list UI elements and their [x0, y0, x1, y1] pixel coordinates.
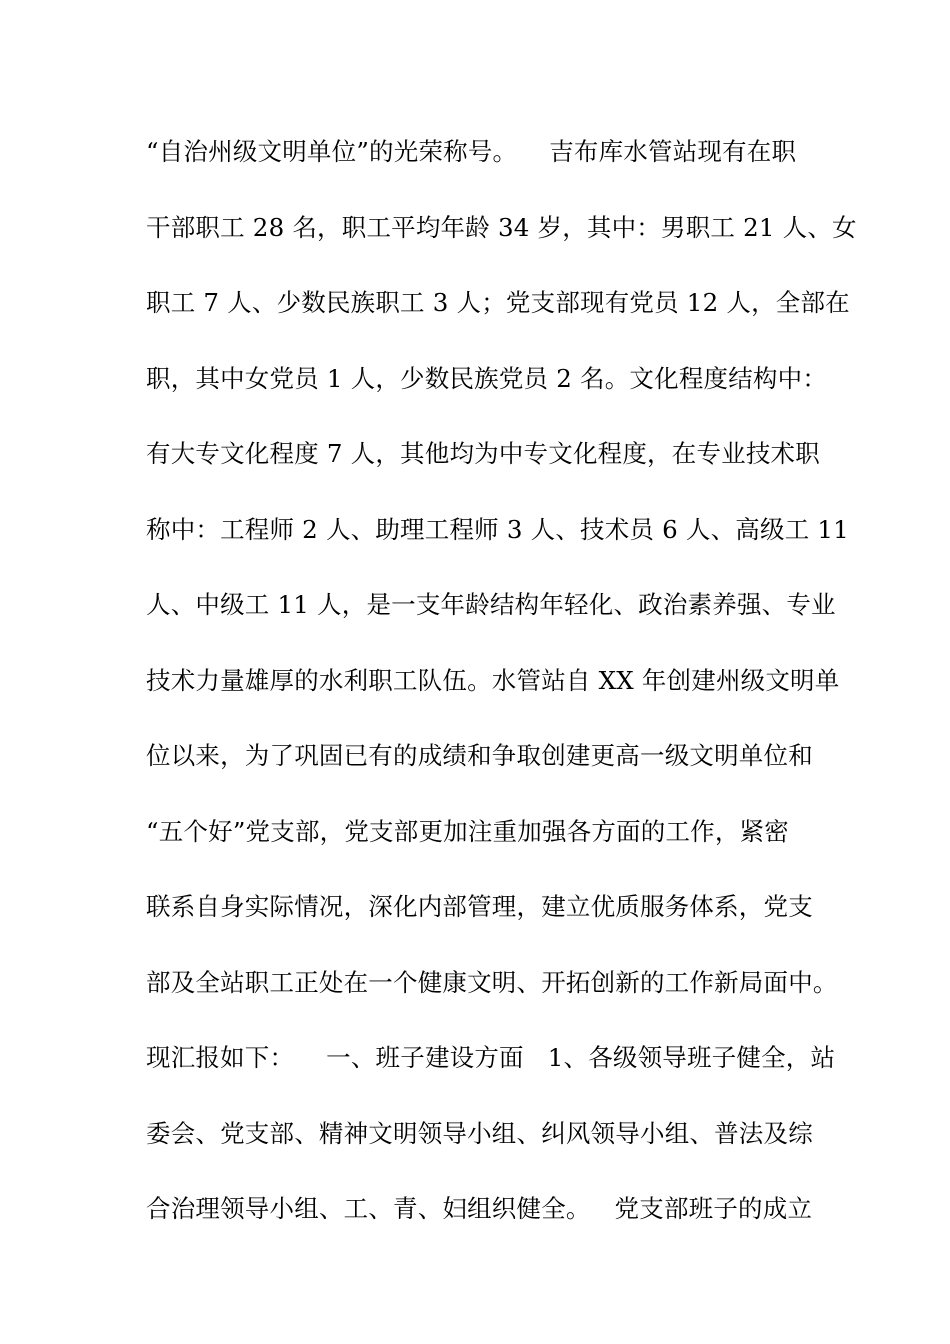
text-line-4: 职，其中女党员 1 人，少数民族党员 2 名。文化程度结构中： [146, 363, 828, 393]
text-line-15: 合治理领导小组、工、青、妇组织健全。 党支部班子的成立 [146, 1194, 813, 1223]
text-line-5: 有大专文化程度 7 人，其他均为中专文化程度，在专业技术职 [146, 439, 820, 468]
text-line-11: 联系自身实际情况，深化内部管理，建立优质服务体系，党支 [146, 892, 813, 921]
text-line-10: “五个好”党支部，党支部更加注重加强各方面的工作，紧密 [146, 816, 789, 846]
text-line-8: 技术力量雄厚的水利职工队伍。水管站自 XX 年创建州级文明单 [146, 665, 840, 695]
text-line-13: 现汇报如下： 一、班子建设方面 1、各级领导班子健全，站 [146, 1043, 836, 1072]
text-line-7: 人、中级工 11 人，是一支年龄结构年轻化、政治素养强、专业 [146, 590, 836, 619]
text-line-14: 委会、党支部、精神文明领导小组、纠风领导小组、普法及综 [146, 1118, 813, 1148]
text-line-6: 称中：工程师 2 人、助理工程师 3 人、技术员 6 人、高级工 11 [146, 514, 849, 544]
body-text [146, 122, 857, 1255]
text-line-9: 位以来，为了巩固已有的成绩和争取创建更高一级文明单位和 [146, 741, 813, 770]
text-line-3: 职工 7 人、少数民族职工 3 人；党支部现有党员 12 人，全部在 [146, 288, 850, 317]
text-line-12: 部及全站职工正处在一个健康文明、开拓创新的工作新局面中。 [146, 967, 838, 997]
text-line-1: “自治州级文明单位”的光荣称号。 吉布库水管站现有在职 [146, 137, 797, 166]
text-line-2: 干部职工 28 名，职工平均年龄 34 岁，其中：男职工 21 人、女 [146, 212, 857, 242]
